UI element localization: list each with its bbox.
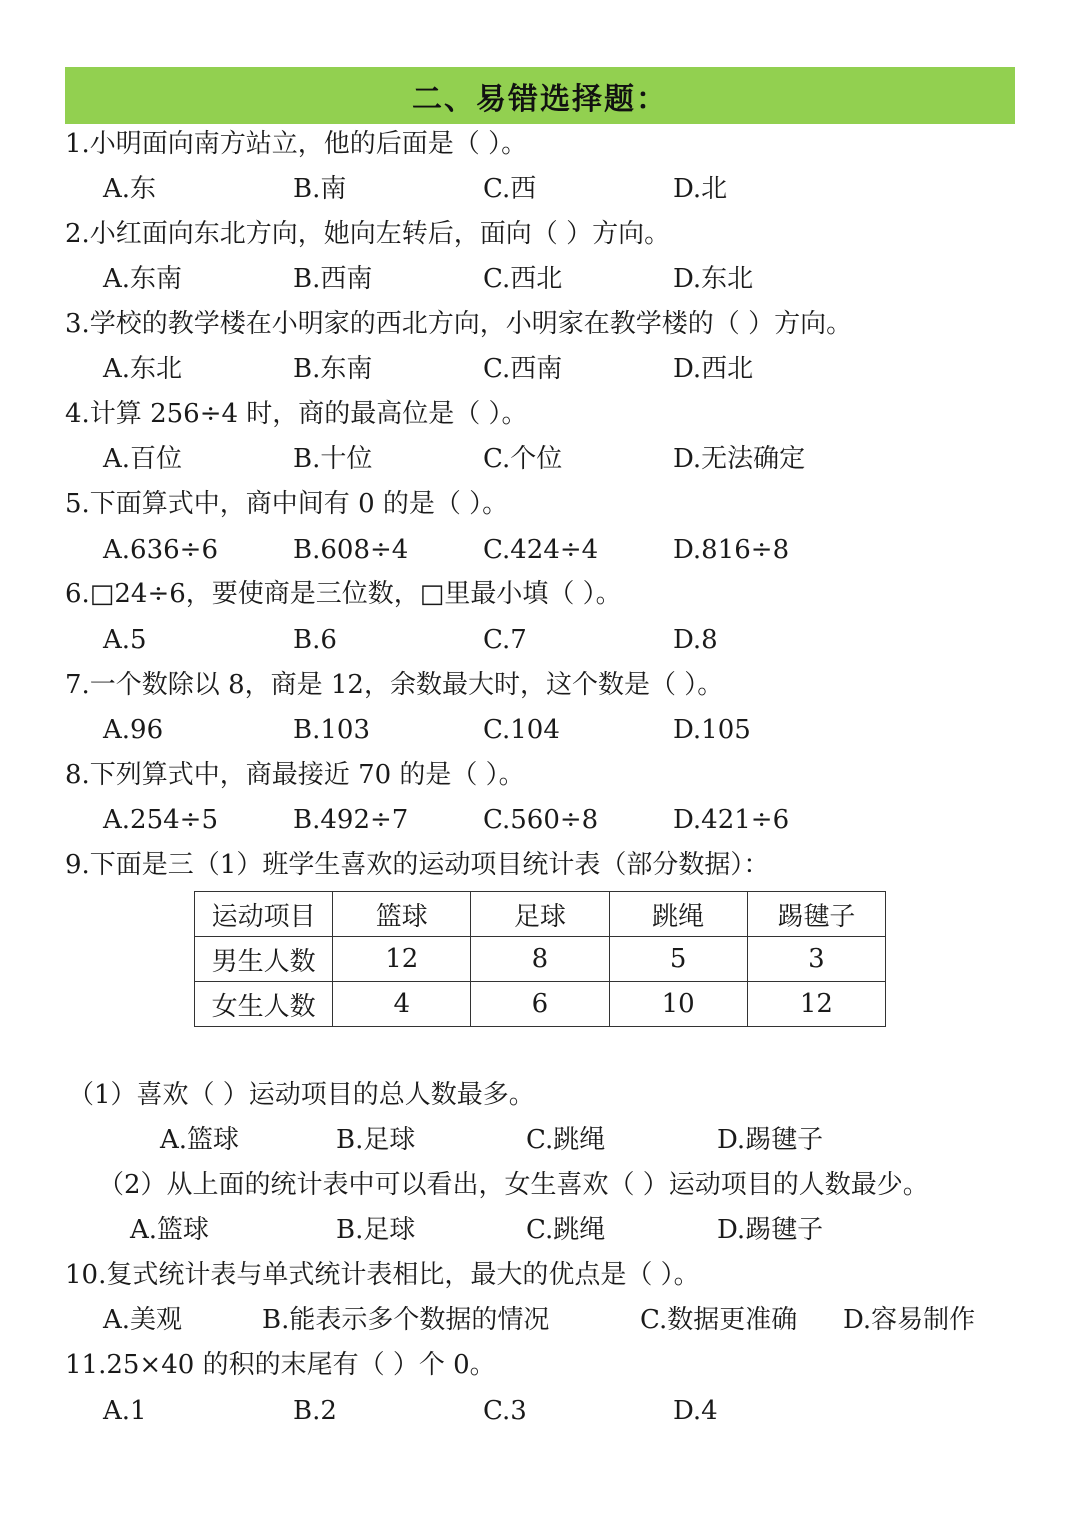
q11-option-c[interactable]: C.3 [483, 1396, 527, 1426]
table-row-boys [195, 937, 886, 982]
q4-option-d[interactable]: D.无法确定 [673, 444, 806, 474]
question-8: 8.下列算式中，商最接近 70 的是（ ）。 [65, 760, 525, 790]
question-3: 3.学校的教学楼在小明家的西北方向，小明家在教学楼的（ ）方向。 [65, 309, 853, 339]
question-9: 9.下面是三（1）班学生喜欢的运动项目统计表（部分数据）： [65, 850, 770, 880]
question-4: 4.计算 256÷4 时，商的最高位是（ ）。 [65, 399, 528, 429]
q10-option-a[interactable]: A.美观 [103, 1305, 183, 1335]
q2-option-c[interactable]: C.西北 [483, 264, 563, 294]
question-11: 11.25×40 的积的末尾有（ ）个 0。 [65, 1350, 496, 1380]
q6-option-a[interactable]: A.5 [103, 625, 147, 655]
q9-1-option-d[interactable]: D.踢毽子 [717, 1125, 824, 1155]
q1-option-b[interactable]: B.南 [293, 174, 347, 204]
q10-option-d[interactable]: D.容易制作 [843, 1305, 976, 1335]
table-cell: 5 [609, 937, 747, 982]
q6-option-d[interactable]: D.8 [673, 625, 718, 655]
q9-2-option-c[interactable]: C.跳绳 [526, 1215, 606, 1245]
table-header-row [195, 892, 886, 937]
q1-option-d[interactable]: D.北 [673, 174, 728, 204]
table-header-cell: 运动项目 [195, 892, 333, 937]
q11-option-a[interactable]: A.1 [103, 1396, 147, 1426]
q6-option-c[interactable]: C.7 [483, 625, 527, 655]
q9-1-option-a[interactable]: A.篮球 [160, 1125, 240, 1155]
q8-option-d[interactable]: D.421÷6 [673, 805, 790, 835]
table-cell: 12 [333, 937, 471, 982]
q8-option-b[interactable]: B.492÷7 [293, 805, 409, 835]
q2-option-a[interactable]: A.东南 [103, 264, 183, 294]
table-cell: 10 [609, 982, 747, 1027]
q10-option-b[interactable]: B.能表示多个数据的情况 [262, 1305, 550, 1335]
q8-option-c[interactable]: C.560÷8 [483, 805, 599, 835]
q4-option-c[interactable]: C.个位 [483, 444, 563, 474]
table-cell: 12 [747, 982, 885, 1027]
q3-option-c[interactable]: C.西南 [483, 354, 563, 384]
q5-option-b[interactable]: B.608÷4 [293, 535, 409, 565]
section-header [65, 67, 1015, 124]
table-row-label: 女生人数 [195, 982, 333, 1027]
question-2: 2.小红面向东北方向，她向左转后，面向（ ）方向。 [65, 219, 671, 249]
q9-1-option-c[interactable]: C.跳绳 [526, 1125, 606, 1155]
q7-option-a[interactable]: A.96 [103, 715, 164, 745]
q3-option-d[interactable]: D.西北 [673, 354, 754, 384]
sports-stats-table [194, 891, 886, 1027]
table-header-cell: 足球 [471, 892, 609, 937]
q7-option-c[interactable]: C.104 [483, 715, 560, 745]
q5-option-c[interactable]: C.424÷4 [483, 535, 599, 565]
q3-option-b[interactable]: B.东南 [293, 354, 373, 384]
table-cell: 8 [471, 937, 609, 982]
question-1: 1.小明面向南方站立，他的后面是（ ）。 [65, 129, 528, 159]
q1-option-a[interactable]: A.东 [103, 174, 157, 204]
question-9-sub-1: （1）喜欢（ ）运动项目的总人数最多。 [68, 1080, 535, 1110]
table-row-label: 男生人数 [195, 937, 333, 982]
q9-1-option-b[interactable]: B.足球 [336, 1125, 416, 1155]
q7-option-b[interactable]: B.103 [293, 715, 370, 745]
question-5: 5.下面算式中，商中间有 0 的是（ ）。 [65, 489, 509, 519]
table-cell: 4 [333, 982, 471, 1027]
q4-option-b[interactable]: B.十位 [293, 444, 373, 474]
q9-2-option-a[interactable]: A.篮球 [130, 1215, 210, 1245]
table-header-cell: 踢毽子 [747, 892, 885, 937]
table-header-cell: 篮球 [333, 892, 471, 937]
q5-option-a[interactable]: A.636÷6 [103, 535, 218, 565]
q4-option-a[interactable]: A.百位 [103, 444, 183, 474]
question-6: 6.□24÷6，要使商是三位数，□里最小填（ ）。 [65, 579, 622, 609]
table-cell: 3 [747, 937, 885, 982]
q7-option-d[interactable]: D.105 [673, 715, 751, 745]
q9-2-option-b[interactable]: B.足球 [336, 1215, 416, 1245]
question-10: 10.复式统计表与单式统计表相比，最大的优点是（ ）。 [65, 1260, 700, 1290]
table-cell: 6 [471, 982, 609, 1027]
q2-option-d[interactable]: D.东北 [673, 264, 754, 294]
q11-option-d[interactable]: D.4 [673, 1396, 718, 1426]
q9-2-option-d[interactable]: D.踢毽子 [717, 1215, 824, 1245]
q8-option-a[interactable]: A.254÷5 [103, 805, 218, 835]
table-header-cell: 跳绳 [609, 892, 747, 937]
q1-option-c[interactable]: C.西 [483, 174, 537, 204]
question-7: 7.一个数除以 8，商是 12，余数最大时，这个数是（ ）。 [65, 670, 724, 700]
q5-option-d[interactable]: D.816÷8 [673, 535, 790, 565]
table-row-girls [195, 982, 886, 1027]
q3-option-a[interactable]: A.东北 [103, 354, 183, 384]
section-title: 二、易错选择题： [412, 81, 668, 117]
question-9-sub-2: （2）从上面的统计表中可以看出，女生喜欢（ ）运动项目的人数最少。 [98, 1170, 929, 1200]
q2-option-b[interactable]: B.西南 [293, 264, 373, 294]
q11-option-b[interactable]: B.2 [293, 1396, 337, 1426]
q6-option-b[interactable]: B.6 [293, 625, 337, 655]
q10-option-c[interactable]: C.数据更准确 [640, 1305, 798, 1335]
